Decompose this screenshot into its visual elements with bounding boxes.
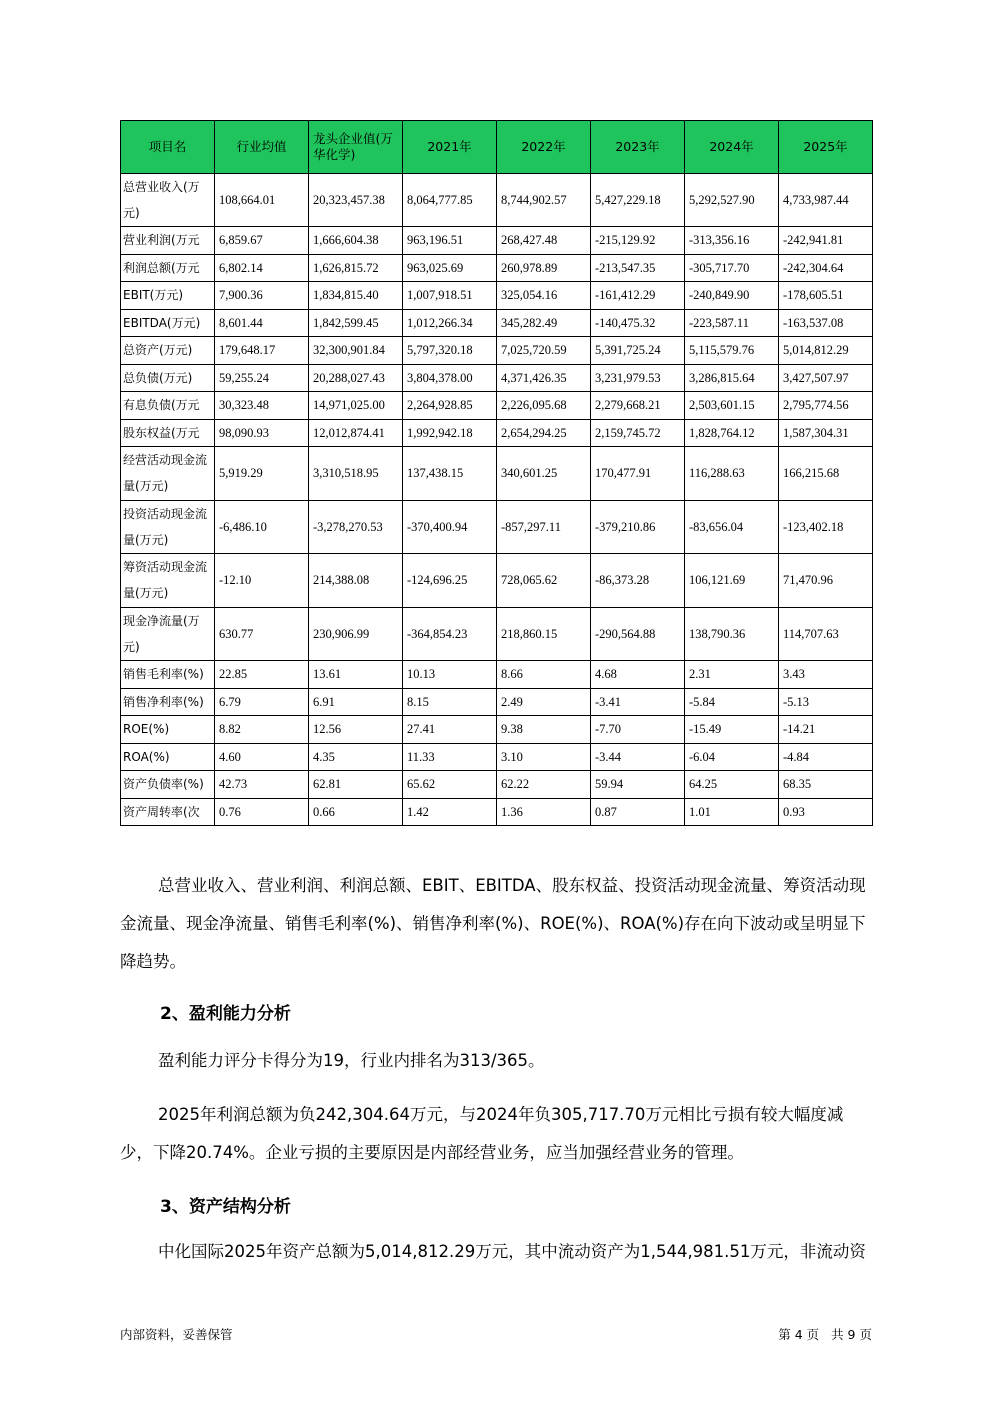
table-cell: 62.22 <box>497 771 591 799</box>
table-cell: 630.77 <box>215 607 309 661</box>
table-cell: 1,587,304.31 <box>779 419 873 447</box>
table-cell: -240,849.90 <box>685 282 779 310</box>
table-row <box>121 419 873 447</box>
table-row <box>121 688 873 716</box>
table-cell: -6.04 <box>685 743 779 771</box>
table-body <box>121 174 873 826</box>
table-cell: 2,795,774.56 <box>779 392 873 420</box>
table-cell: 1,012,266.34 <box>403 309 497 337</box>
row-label: 资产负债率(%) <box>121 771 215 799</box>
table-cell: 137,438.15 <box>403 447 497 501</box>
header-item-name: 项目名 <box>121 121 215 174</box>
row-label: 总负债(万元) <box>121 364 215 392</box>
table-cell: -140,475.32 <box>591 309 685 337</box>
table-cell: 62.81 <box>309 771 403 799</box>
table-cell: 3,286,815.64 <box>685 364 779 392</box>
table-row <box>121 227 873 255</box>
table-cell: 5,014,812.29 <box>779 337 873 365</box>
table-cell: 30,323.48 <box>215 392 309 420</box>
table-cell: 8,744,902.57 <box>497 174 591 227</box>
table-cell: 2,159,745.72 <box>591 419 685 447</box>
row-label: 筹资活动现金流量(万元) <box>121 554 215 608</box>
table-cell: 1,842,599.45 <box>309 309 403 337</box>
row-label: 销售净利率(%) <box>121 688 215 716</box>
table-cell: -290,564.88 <box>591 607 685 661</box>
table-cell: 3,231,979.53 <box>591 364 685 392</box>
table-cell: -305,717.70 <box>685 254 779 282</box>
table-cell: -215,129.92 <box>591 227 685 255</box>
table-cell: 8.82 <box>215 716 309 744</box>
table-cell: -178,605.51 <box>779 282 873 310</box>
table-cell: 1,828,764.12 <box>685 419 779 447</box>
table-cell: -3.41 <box>591 688 685 716</box>
table-row <box>121 392 873 420</box>
table-cell: -124,696.25 <box>403 554 497 608</box>
table-cell: 5,391,725.24 <box>591 337 685 365</box>
table-cell: 108,664.01 <box>215 174 309 227</box>
table-row <box>121 554 873 608</box>
table-cell: 179,648.17 <box>215 337 309 365</box>
table-header-row <box>121 121 873 174</box>
table-cell: 3,427,507.97 <box>779 364 873 392</box>
table-cell: -223,587.11 <box>685 309 779 337</box>
table-cell: -14.21 <box>779 716 873 744</box>
row-label: 总营业收入(万元) <box>121 174 215 227</box>
table-cell: 166,215.68 <box>779 447 873 501</box>
table-cell: 0.93 <box>779 798 873 826</box>
table-cell: 65.62 <box>403 771 497 799</box>
footer-confidential: 内部资料，妥善保管 <box>120 1327 233 1342</box>
table-row <box>121 282 873 310</box>
table-row <box>121 254 873 282</box>
profit-detail-paragraph: 2025年利润总额为负242,304.64万元，与2024年负305,717.70万元相比亏损有较大幅度减少，下降20.74%。企业亏损的主要原因是内部经营业务，应当加强经营业务的管理。 <box>120 1105 844 1162</box>
table-cell: -6,486.10 <box>215 500 309 554</box>
table-cell: 106,121.69 <box>685 554 779 608</box>
table-cell: 1,007,918.51 <box>403 282 497 310</box>
header-2024: 2024年 <box>685 121 779 174</box>
table-cell: 32,300,901.84 <box>309 337 403 365</box>
table-cell: -213,547.35 <box>591 254 685 282</box>
header-2023: 2023年 <box>591 121 685 174</box>
table-cell: 3.43 <box>779 661 873 689</box>
table-cell: -857,297.11 <box>497 500 591 554</box>
table-cell: 12.56 <box>309 716 403 744</box>
table-row <box>121 447 873 501</box>
table-cell: 2,503,601.15 <box>685 392 779 420</box>
table-cell: 4,371,426.35 <box>497 364 591 392</box>
table-row <box>121 716 873 744</box>
header-2025: 2025年 <box>779 121 873 174</box>
table-row <box>121 337 873 365</box>
table-cell: -3.44 <box>591 743 685 771</box>
table-cell: 2,654,294.25 <box>497 419 591 447</box>
row-label: EBITDA(万元) <box>121 309 215 337</box>
table-cell: 14,971,025.00 <box>309 392 403 420</box>
table-cell: 1.01 <box>685 798 779 826</box>
header-2021: 2021年 <box>403 121 497 174</box>
table-cell: 728,065.62 <box>497 554 591 608</box>
table-cell: 8.15 <box>403 688 497 716</box>
table-cell: -7.70 <box>591 716 685 744</box>
table-row <box>121 798 873 826</box>
table-cell: 6,802.14 <box>215 254 309 282</box>
table-cell: -123,402.18 <box>779 500 873 554</box>
table-cell: 3,804,378.00 <box>403 364 497 392</box>
table-cell: -364,854.23 <box>403 607 497 661</box>
footer-page-number: 第 4 页 共 9 页 <box>778 1327 872 1342</box>
table-row <box>121 743 873 771</box>
table-cell: 218,860.15 <box>497 607 591 661</box>
table-cell: 170,477.91 <box>591 447 685 501</box>
table-cell: 10.13 <box>403 661 497 689</box>
table-cell: 2,279,668.21 <box>591 392 685 420</box>
table-cell: 963,025.69 <box>403 254 497 282</box>
row-label: 现金净流量(万元) <box>121 607 215 661</box>
table-cell: 345,282.49 <box>497 309 591 337</box>
row-label: 投资活动现金流量(万元) <box>121 500 215 554</box>
table-cell: 5,797,320.18 <box>403 337 497 365</box>
table-cell: 6.91 <box>309 688 403 716</box>
table-cell: 20,288,027.43 <box>309 364 403 392</box>
table-cell: 340,601.25 <box>497 447 591 501</box>
header-2022: 2022年 <box>497 121 591 174</box>
asset-section-heading: 3、资产结构分析 <box>160 1197 291 1217</box>
table-cell: 963,196.51 <box>403 227 497 255</box>
row-label: 资产周转率(次 <box>121 798 215 826</box>
table-cell: 2.31 <box>685 661 779 689</box>
table-row <box>121 607 873 661</box>
table-cell: 5,292,527.90 <box>685 174 779 227</box>
row-label: 销售毛利率(%) <box>121 661 215 689</box>
table-cell: -5.13 <box>779 688 873 716</box>
table-row <box>121 500 873 554</box>
table-cell: -370,400.94 <box>403 500 497 554</box>
table-cell: 4.68 <box>591 661 685 689</box>
row-label: EBIT(万元) <box>121 282 215 310</box>
table-cell: 3.10 <box>497 743 591 771</box>
table-cell: 27.41 <box>403 716 497 744</box>
table-cell: 6,859.67 <box>215 227 309 255</box>
table-cell: 5,427,229.18 <box>591 174 685 227</box>
table-cell: -163,537.08 <box>779 309 873 337</box>
table-cell: 98,090.93 <box>215 419 309 447</box>
table-cell: -4.84 <box>779 743 873 771</box>
header-industry-average: 行业均值 <box>215 121 309 174</box>
table-cell: 59,255.24 <box>215 364 309 392</box>
table-cell: -15.49 <box>685 716 779 744</box>
table-cell: 1,666,604.38 <box>309 227 403 255</box>
row-label: 总资产(万元) <box>121 337 215 365</box>
table-cell: -3,278,270.53 <box>309 500 403 554</box>
table-cell: -379,210.86 <box>591 500 685 554</box>
table-cell: 42.73 <box>215 771 309 799</box>
row-label: 经营活动现金流量(万元) <box>121 447 215 501</box>
table-cell: -161,412.29 <box>591 282 685 310</box>
table-cell: 64.25 <box>685 771 779 799</box>
table-cell: 114,707.63 <box>779 607 873 661</box>
table-cell: 7,900.36 <box>215 282 309 310</box>
table-cell: -86,373.28 <box>591 554 685 608</box>
table-cell: 2.49 <box>497 688 591 716</box>
table-cell: -5.84 <box>685 688 779 716</box>
table-cell: 230,906.99 <box>309 607 403 661</box>
table-cell: -313,356.16 <box>685 227 779 255</box>
table-row <box>121 174 873 227</box>
table-cell: 1,834,815.40 <box>309 282 403 310</box>
table-row <box>121 309 873 337</box>
financial-table <box>120 120 873 826</box>
table-cell: 8.66 <box>497 661 591 689</box>
table-cell: 0.87 <box>591 798 685 826</box>
table-cell: 138,790.36 <box>685 607 779 661</box>
table-row <box>121 771 873 799</box>
table-cell: 1,992,942.18 <box>403 419 497 447</box>
table-cell: 2,226,095.68 <box>497 392 591 420</box>
table-cell: 68.35 <box>779 771 873 799</box>
table-cell: 20,323,457.38 <box>309 174 403 227</box>
table-cell: -242,304.64 <box>779 254 873 282</box>
table-cell: 9.38 <box>497 716 591 744</box>
table-cell: 8,601.44 <box>215 309 309 337</box>
table-cell: 260,978.89 <box>497 254 591 282</box>
table-cell: -242,941.81 <box>779 227 873 255</box>
row-label: ROE(%) <box>121 716 215 744</box>
table-cell: 59.94 <box>591 771 685 799</box>
table-cell: 5,919.29 <box>215 447 309 501</box>
row-label: ROA(%) <box>121 743 215 771</box>
row-label: 利润总额(万元 <box>121 254 215 282</box>
profit-score-paragraph: 盈利能力评分卡得分为19，行业内排名为313/365。 <box>158 1051 545 1070</box>
table-cell: 8,064,777.85 <box>403 174 497 227</box>
table-row <box>121 661 873 689</box>
table-cell: 1.42 <box>403 798 497 826</box>
table-cell: 0.66 <box>309 798 403 826</box>
table-cell: 214,388.08 <box>309 554 403 608</box>
table-cell: -83,656.04 <box>685 500 779 554</box>
header-leader-value: 龙头企业值(万华化学) <box>309 121 403 174</box>
table-cell: 1,626,815.72 <box>309 254 403 282</box>
table-cell: 12,012,874.41 <box>309 419 403 447</box>
table-cell: 5,115,579.76 <box>685 337 779 365</box>
table-cell: 325,054.16 <box>497 282 591 310</box>
row-label: 营业利润(万元 <box>121 227 215 255</box>
table-cell: 22.85 <box>215 661 309 689</box>
table-cell: 0.76 <box>215 798 309 826</box>
asset-detail-paragraph: 中化国际2025年资产总额为5,014,812.29万元，其中流动资产为1,544,981.51万元，非流动资 <box>158 1242 866 1261</box>
row-label: 股东权益(万元 <box>121 419 215 447</box>
table-cell: -12.10 <box>215 554 309 608</box>
table-cell: 268,427.48 <box>497 227 591 255</box>
table-cell: 7,025,720.59 <box>497 337 591 365</box>
table-cell: 6.79 <box>215 688 309 716</box>
table-cell: 1.36 <box>497 798 591 826</box>
profit-section-heading: 2、盈利能力分析 <box>160 1004 291 1024</box>
table-cell: 11.33 <box>403 743 497 771</box>
trend-paragraph: 总营业收入、营业利润、利润总额、EBIT、EBITDA、股东权益、投资活动现金流量、筹资活动现金流量、现金净流量、销售毛利率(%)、销售净利率(%)、ROE(%)、ROA(%)存在向下波动或呈明显下降趋势。 <box>120 876 866 971</box>
table-cell: 116,288.63 <box>685 447 779 501</box>
table-cell: 2,264,928.85 <box>403 392 497 420</box>
table-cell: 4.60 <box>215 743 309 771</box>
table-cell: 13.61 <box>309 661 403 689</box>
table-cell: 4.35 <box>309 743 403 771</box>
row-label: 有息负债(万元 <box>121 392 215 420</box>
table-cell: 3,310,518.95 <box>309 447 403 501</box>
table-cell: 71,470.96 <box>779 554 873 608</box>
table-row <box>121 364 873 392</box>
table-cell: 4,733,987.44 <box>779 174 873 227</box>
